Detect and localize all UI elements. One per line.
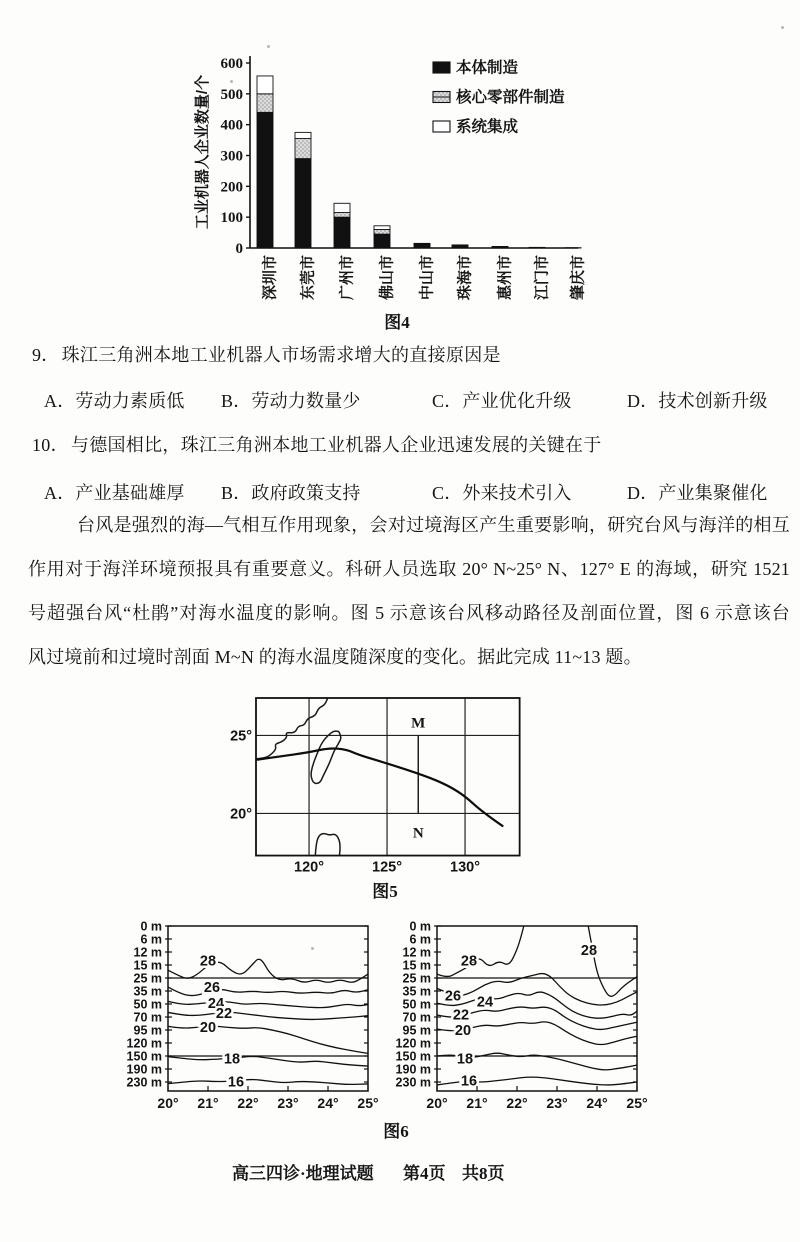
q10-option-a: A．产业基础雄厚 — [44, 483, 185, 503]
isotherm-28-line — [437, 926, 524, 976]
question-10-options — [0, 479, 800, 501]
legend-label: 本体制造 — [456, 59, 519, 77]
question-9 — [32, 341, 501, 367]
degree-tick-label: 24° — [586, 1095, 608, 1111]
isotherm-16-line — [168, 1080, 368, 1085]
degree-tick-label: 25° — [357, 1095, 379, 1111]
depth-tick-label: 0 m — [409, 919, 431, 934]
bar-segment — [257, 112, 273, 248]
isotherm-18-line — [168, 1056, 368, 1066]
bar-segment — [295, 132, 311, 138]
x-category-label: 东莞市 — [299, 255, 317, 301]
lat-tick-label: 20° — [230, 806, 252, 823]
bar-segment — [334, 213, 350, 218]
figure5-caption: 图5 — [372, 882, 398, 901]
figure4-bar-chart — [150, 48, 596, 306]
q10-option-d: D．产业集聚催化 — [627, 483, 768, 503]
degree-tick-label: 22° — [237, 1095, 259, 1111]
scan-speck — [267, 45, 270, 48]
footer-page-number: 第4页 — [403, 1164, 446, 1183]
q10-option-b: B．政府政策支持 — [221, 483, 361, 503]
depth-tick-label: 190 m — [395, 1062, 431, 1077]
section-point-m: M — [411, 715, 426, 732]
scan-speck — [781, 26, 784, 29]
isotherm-24-line — [168, 1001, 368, 1007]
y-tick-label: 200 — [220, 179, 243, 196]
x-category-label: 中山市 — [418, 255, 436, 301]
question-9-number: 9． — [32, 345, 60, 365]
lon-tick-label: 120° — [294, 859, 325, 876]
isotherm-16-label: 16 — [227, 1074, 245, 1091]
bar-segment — [334, 203, 350, 212]
x-category-label: 惠州市 — [496, 255, 514, 301]
isotherm-20-label: 20 — [199, 1019, 217, 1036]
depth-tick-label: 15 m — [402, 958, 431, 973]
isotherm-20-label: 20 — [454, 1023, 472, 1039]
passage-line: 号超强台风“杜鹃”对海水温度的影响。图 5 示意该台风移动路径及剖面位置，图 6 示意该台 — [28, 603, 790, 623]
x-category-label: 肇庆市 — [569, 255, 587, 301]
depth-tick-label: 6 m — [409, 932, 431, 947]
depth-tick-label: 50 m — [402, 997, 431, 1012]
lat-tick-label: 25° — [230, 728, 252, 745]
passage-line: 台风是强烈的海—气相互作用现象，会对过境海区产生重要影响，研究台风与海洋的相互 — [77, 515, 790, 535]
bar-segment — [374, 230, 390, 235]
depth-tick-label: 230 m — [395, 1075, 431, 1090]
bar-segment — [529, 247, 545, 248]
passage-line: 风过境前和过境时剖面 M~N 的海水温度随深度的变化。据此完成 11~13 题。 — [28, 647, 642, 667]
question-10-number: 10． — [32, 435, 69, 455]
isotherm-20-line — [168, 1026, 368, 1053]
degree-tick-label: 21° — [197, 1095, 219, 1111]
x-category-label: 珠海市 — [456, 255, 474, 301]
depth-tick-label: 150 m — [126, 1049, 162, 1064]
isotherm-22-line — [168, 1012, 368, 1019]
bar-segment — [295, 159, 311, 248]
depth-tick-label: 50 m — [133, 997, 162, 1012]
lon-tick-label: 125° — [372, 859, 403, 876]
isotherm-24-label: 24 — [476, 994, 494, 1011]
typhoon-track-line — [258, 749, 503, 826]
y-tick-label: 300 — [220, 148, 243, 165]
isotherm-24-label: 24 — [207, 996, 225, 1013]
q9-option-d: D．技术创新升级 — [627, 391, 768, 411]
footer-page-total: 共8页 — [462, 1164, 505, 1183]
question-9-options — [0, 387, 800, 409]
lon-tick-label: 130° — [450, 859, 481, 876]
y-tick-label: 100 — [220, 210, 243, 227]
isotherm-28-label: 28 — [580, 942, 598, 959]
y-tick-label: 500 — [220, 86, 243, 103]
degree-tick-label: 23° — [277, 1095, 299, 1111]
isotherm-28-line — [168, 959, 368, 982]
luzon-island-outline — [315, 834, 340, 856]
bar-segment — [257, 76, 273, 94]
bar-segment — [414, 244, 430, 248]
degree-tick-label: 22° — [506, 1095, 528, 1111]
bar-segment — [334, 217, 350, 248]
degree-tick-label: 24° — [317, 1095, 339, 1111]
depth-tick-label: 120 m — [395, 1036, 431, 1051]
scan-speck — [311, 947, 314, 950]
q9-option-a: A．劳动力素质低 — [44, 391, 185, 411]
y-axis-title: 工业机器人企业数量/个 — [194, 74, 211, 230]
x-category-label: 江门市 — [533, 255, 551, 301]
depth-tick-label: 95 m — [402, 1023, 431, 1038]
y-tick-label: 400 — [220, 117, 243, 134]
depth-tick-label: 120 m — [126, 1036, 162, 1051]
degree-tick-label: 23° — [546, 1095, 568, 1111]
q9-option-c: C．产业优化升级 — [432, 391, 572, 411]
taiwan-island-outline — [311, 731, 341, 783]
x-category-label: 佛山市 — [378, 255, 396, 301]
isotherm-22-label: 22 — [452, 1007, 470, 1024]
depth-tick-label: 35 m — [402, 984, 431, 999]
depth-tick-label: 25 m — [402, 971, 431, 986]
x-category-label: 广州市 — [338, 255, 356, 301]
degree-tick-label: 21° — [466, 1095, 488, 1111]
legend-label: 核心零部件制造 — [456, 89, 565, 106]
figure4-caption: 图4 — [384, 313, 410, 332]
bar-segment — [257, 94, 273, 113]
footer-exam-title: 高三四诊·地理试题 — [232, 1164, 374, 1183]
map-border — [256, 698, 520, 856]
bar-segment — [374, 234, 390, 248]
legend-item — [433, 87, 565, 106]
section-point-n: N — [412, 825, 424, 842]
depth-tick-label: 15 m — [133, 958, 162, 973]
q10-option-c: C．外来技术引入 — [432, 483, 572, 503]
depth-tick-label: 25 m — [133, 971, 162, 986]
depth-tick-label: 35 m — [133, 984, 162, 999]
degree-tick-label: 25° — [626, 1095, 648, 1111]
legend-item — [433, 117, 519, 136]
depth-tick-label: 150 m — [395, 1049, 431, 1064]
isotherm-26-line — [168, 987, 368, 995]
depth-tick-label: 12 m — [133, 945, 162, 960]
isotherm-22-label: 22 — [215, 1006, 233, 1023]
depth-tick-label: 6 m — [140, 932, 162, 947]
isotherm-28-line — [588, 926, 637, 996]
typhoon-passage — [28, 503, 790, 679]
depth-tick-label: 12 m — [402, 945, 431, 960]
figure6-profile-before — [110, 903, 380, 1118]
bar-segment — [295, 139, 311, 159]
figure6-profile-during — [379, 903, 649, 1118]
isotherm-28-label: 28 — [460, 953, 478, 970]
question-9-stem: 珠江三角洲本地工业机器人市场需求增大的直接原因是 — [61, 345, 501, 365]
depth-tick-label: 70 m — [402, 1010, 431, 1025]
depth-tick-label: 95 m — [133, 1023, 162, 1038]
depth-tick-label: 190 m — [126, 1062, 162, 1077]
isotherm-18-label: 18 — [223, 1051, 241, 1068]
y-tick-label: 0 — [235, 241, 243, 257]
isotherm-26-label: 26 — [444, 988, 462, 1005]
bar-segment — [374, 226, 390, 230]
depth-tick-label: 70 m — [133, 1010, 162, 1025]
figure6-caption: 图6 — [383, 1122, 409, 1141]
plot-frame — [168, 926, 368, 1091]
isotherm-26-label: 26 — [203, 980, 221, 997]
legend-swatch — [433, 121, 450, 132]
y-tick-label: 600 — [220, 56, 243, 72]
degree-tick-label: 20° — [426, 1095, 448, 1111]
legend-item — [433, 58, 519, 77]
legend-label: 系统集成 — [456, 118, 519, 136]
isotherm-18-label: 18 — [456, 1051, 474, 1068]
legend-swatch — [433, 62, 450, 73]
q9-option-b: B．劳动力数量少 — [221, 391, 361, 411]
figure5-typhoon-track-map — [225, 690, 537, 886]
depth-tick-label: 230 m — [126, 1075, 162, 1090]
degree-tick-label: 20° — [157, 1095, 179, 1111]
isotherm-16-label: 16 — [460, 1073, 478, 1090]
depth-tick-label: 0 m — [140, 919, 162, 934]
isotherm-28-label: 28 — [199, 953, 217, 970]
question-10 — [32, 431, 602, 457]
scan-speck — [230, 80, 233, 83]
x-category-label: 深圳市 — [261, 255, 279, 301]
question-10-stem: 与德国相比，珠江三角洲本地工业机器人企业迅速发展的关键在于 — [70, 435, 602, 455]
passage-line: 作用对于海洋环境预报具有重要意义。科研人员选取 20° N~25° N、127° E 的海域，研究 1521 — [28, 559, 790, 579]
